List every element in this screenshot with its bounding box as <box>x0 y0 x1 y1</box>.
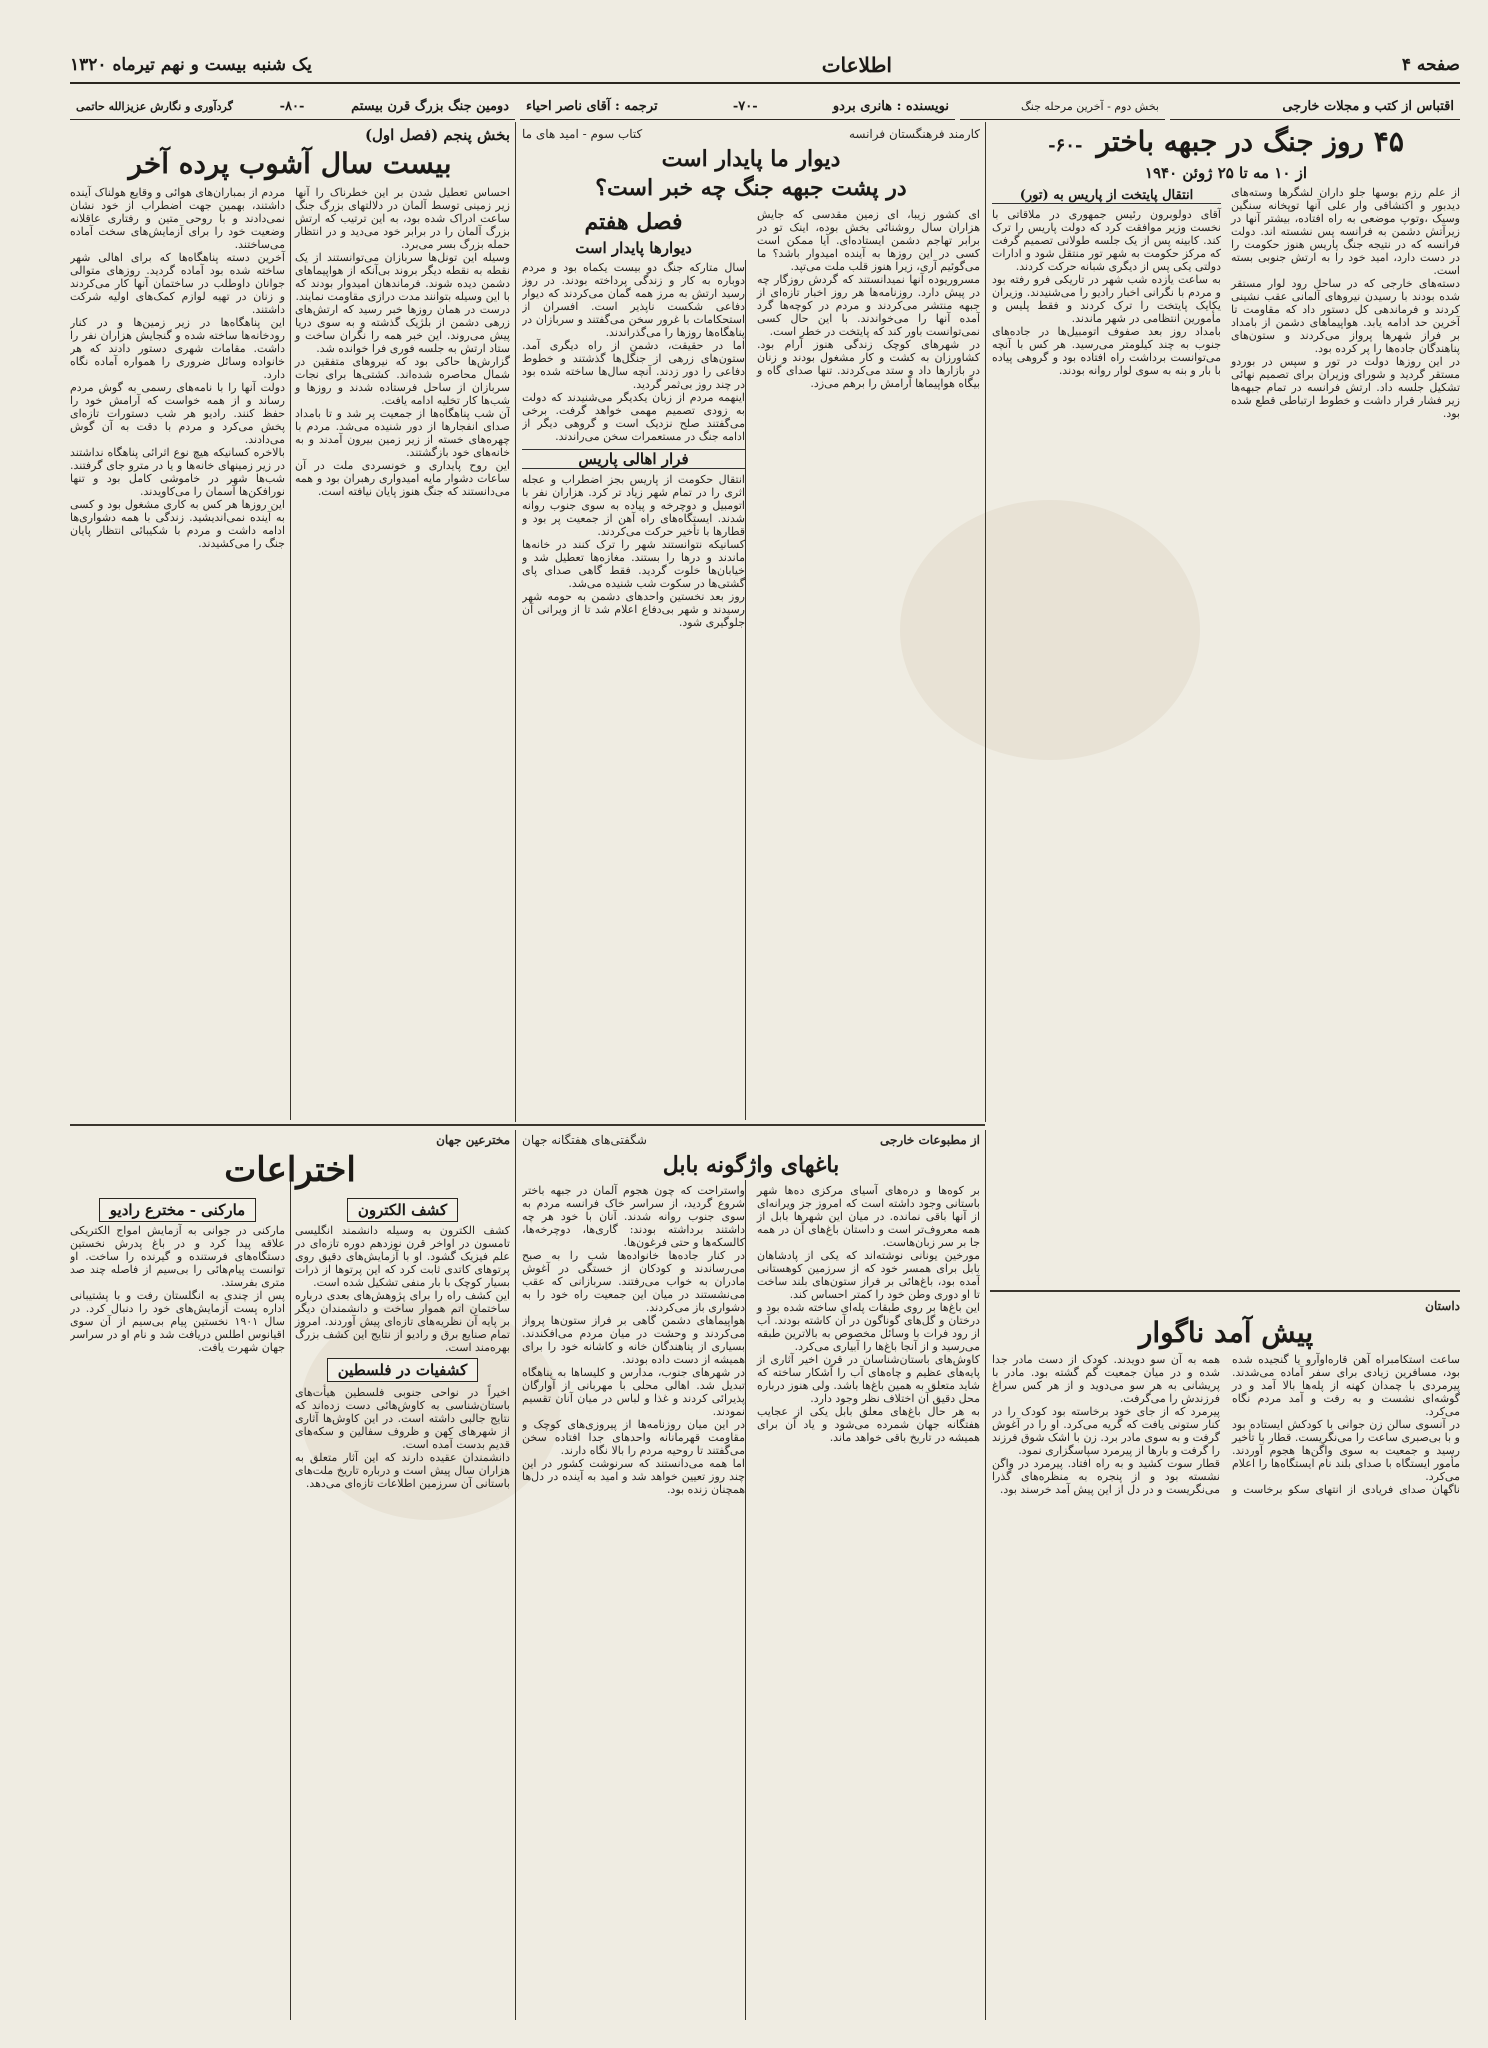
column-rule <box>515 122 516 1122</box>
article-kicker: کتاب سوم - امید های ما <box>522 127 643 141</box>
series-strip-middle <box>520 94 955 120</box>
article-headline: ۴۵ روز جنگ در جبهه باختر <box>1096 125 1404 158</box>
series-serial-title: دومین جنگ بزرگ قرن بیستم <box>351 99 509 114</box>
article-headline: بیست سال آشوب پرده آخر <box>128 147 452 180</box>
series-strip-right <box>1170 94 1460 120</box>
story-section: داستان <box>1425 1299 1460 1313</box>
column-rule <box>985 122 986 1122</box>
article-body: از علم رزم بوسها جلو داران لشگرها وسته‌های دیدبور و اکتشافی وار علی آنها توپخانه سنگین وسیک ،وتوپ موضعی به راه افتاده، بیشتر آنها در زیرآتش دشمن به فرانسه پس نشسته اند. دولت فرانسه که در نتیجه جنگ پاریس هنوز حکومت را در دست دارد، امید خود را به ارتش جنوبی بسته است. دسته‌های خارجی که در ساحل رود لوار مستقر شده بودند با رسیدن نیروهای آلمانی عقب نشینی کردند و فرماندهی کل دستور داد که مقاومت تا آخرین حد ادامه یابد. هواپیماهای دشمن از بامداد بر فراز شهرها پرواز می‌کردند و ستون‌های پناهندگان جاده‌ها را پر کرده بود. در این روزها دولت در تور و سپس در بوردو مستقر گردید و شورای وزیران برای تصمیم نهائی تشکیل جلسه داد. ارتش فرانسه در تمام جبهه‌ها زیر فشار قرار داشت و خطوط ارتباطی قطع شده بود. <box>1231 186 1460 421</box>
article-section: بخش پنجم (فصل اول) <box>364 126 510 144</box>
article-walls <box>522 124 980 1119</box>
article-section: انتقال پایتخت از پاریس به (تور) <box>992 188 1221 204</box>
subsection-body: کشف الکترون به وسیله دانشمند انگلیسی تامسون در اواخر قرن نوزدهم دوره تازه‌ای در علم فیزیک گشود. او با آزمایش‌های دقیق روی پرتوهای کاتدی ثابت کرد که این پرتوها از ذرات بسیار کوچک با بار منفی تشکیل شده است. این کشف راه را برای پژوهش‌های بعدی درباره ساختمان اتم هموار ساخت و دانشمندان دیگر بر پایه آن نظریه‌های تازه‌ای پیش آوردند. امروز تمام صنایع برق و رادیو از نتایج این کشف بزرگ بهره‌مند است. <box>295 1224 510 1355</box>
series-compiler: گردآوری و نگارش عزیزالله حاتمی <box>76 100 233 113</box>
article-section-sub: دیوارها پایدار است <box>575 238 692 257</box>
article-kicker: کارمند فرهنگستان فرانسه <box>848 127 980 141</box>
column-rule <box>985 1130 986 2020</box>
article-45-days <box>992 124 1460 1284</box>
masthead <box>70 48 1460 84</box>
article-headline: اختراعات <box>224 1150 356 1190</box>
article-kicker: مخترعین جهان <box>436 1133 510 1147</box>
subsection-title: کشفیات در فلسطین <box>327 1358 478 1382</box>
series-label: اقتباس از کتب و مجلات خارجی <box>1282 99 1454 114</box>
series-part: بخش دوم - آخرین مرحله جنگ <box>1020 100 1159 113</box>
article-serial: -۶۰- <box>1048 135 1083 156</box>
babylon-article <box>522 1130 980 2020</box>
inventions-article <box>70 1130 510 2020</box>
subsection-title: مارکنی - مخترع رادیو <box>99 1198 256 1222</box>
series-translator: ترجمه : آقای ناصر احیاء <box>526 99 658 114</box>
issue-date: یک شنبه بیست و نهم تیرماه ۱۳۲۰ <box>70 55 312 75</box>
section-rule <box>70 1124 985 1126</box>
subsection-title: کشف الکترون <box>347 1198 458 1222</box>
article-body: ای کشور زیبا، ای زمین مقدسی که جایش هزاران سال روشنائی بخش بوده، اینک تو در برابر تهاجم دشمن ایستاده‌ای. آیا ممکن است کسی در این روزها به آینده امیدوار باشد؟ ما می‌گوئیم آری، زیرا هنوز قلب ملت می‌تپد. مسروریوده آنها نمیدانستند که گردش روزگار چه در پیش دارد. روزنامه‌ها هر روز اخبار تازه‌ای از جبهه منتشر می‌کردند و مردم در کوچه‌ها گرد آمده آنها را می‌خواندند. با این حال کسی نمی‌توانست باور کند که پایتخت در خطر است. در شهرهای کوچک زندگی هنوز آرام بود. کشاورزان به کشت و کار مشغول بودند و زنان در بازارها داد و ستد می‌کردند. تنها صدای گاه و بیگاه هواپیماها آرامش را برهم می‌زد. <box>757 207 980 390</box>
article-body: بر کوه‌ها و دره‌های آسیای مرکزی ده‌ها شهر باستانی وجود داشته است که امروز جز ویرانه‌ای از آنها باقی نمانده. در میان این شهرها بابل از همه معروف‌تر است و داستان باغ‌های آن در همه جا بر سر زبان‌هاست. مورخین یونانی نوشته‌اند که یکی از پادشاهان بابل برای همسر خود که از سرزمین کوهستانی آمده بود، باغ‌هائی بر فراز ستون‌های بلند ساخت تا او دوری وطن خود را کمتر احساس کند. این باغ‌ها بر روی طبقات پله‌ای ساخته شده بود و درختان و گل‌های گوناگون در آن کاشته بودند. آب از رود فرات با وسائل مخصوص به بالاترین طبقه می‌رسید و از آنجا باغ‌ها را آبیاری می‌کرد. کاوش‌های باستان‌شناسان در قرن اخیر آثاری از پایه‌های عظیم و چاه‌های آب را آشکار ساخته که شاید متعلق به همین باغ‌ها باشد. ولی هنوز درباره محل دقیق آن اختلاف نظر وجود دارد. به هر حال باغ‌های معلق بابل یکی از عجایب هفتگانه جهان شمرده می‌شود و یاد آن برای همیشه در تاریخ باقی خواهد ماند. <box>757 1184 980 1445</box>
article-section: فرار اهالی پاریس <box>522 449 745 469</box>
series-num: -۷۰- <box>732 99 758 114</box>
article-body: انتقال حکومت از پاریس بجز اضطراب و عجله اثری را در تمام شهر زیاد تر کرد. هزاران نفر با اتومبیل و دوچرخه و پیاده به سوی جنوب روانه شدند. ایستگاه‌های راه آهن از جمعیت پر بود و قطارها با تأخیر حرکت می‌کردند. کسانیکه نتوانستند شهر را ترک کنند در خانه‌ها ماندند و درها را بستند. مغازه‌ها تعطیل شد و خیابان‌ها خلوت گردید. فقط گاهی صدای پای گشتی‌ها در سکوت شب شنیده می‌شد. روز بعد نخستین واحدهای دشمن به حومه شهر رسیدند و شهر بی‌دفاع اعلام شد تا از ویرانی آن جلوگیری شود. <box>522 472 745 629</box>
article-body: مردم از بمباران‌های هوائی و وقایع هولناک آینده داشتند، بهمین جهت اضطراب از خود نشان نمی‌دادند و با روحی متین و رفتاری عاقلانه وضعیت خود را برای آزمایش‌های سخت آماده می‌ساختند. آخرین دسته پناهگاه‌ها که برای اهالی شهر ساخته شده بود آماده گردید. روزهای متوالی جوانان داوطلب در ساختمان آنها کار می‌کردند و زنان در تهیه لوازم کمک‌های اولیه شرکت داشتند. این پناهگاه‌ها در زیر زمین‌ها و در کنار رودخانه‌ها ساخته شده و گنجایش هزاران نفر را داشت. مقامات شهری دستور دادند که هر خانواده وسائل ضروری را همواره آماده نگاه دارد. دولت آنها را با نامه‌های رسمی به گوش مردم رساند و از همه خواست که آرامش خود را حفظ کنند. رادیو هر شب دستورات تازه‌ای پخش می‌کرد و مردم با دقت به آن گوش می‌دادند. بالاخره کسانیکه هیچ نوع اثرائی پناهگاه نداشتند در زیر زمینهای خانه‌ها و یا در مترو جای گرفتند. شب‌ها شهر در خاموشی کامل بود و تنها نورافکن‌ها آسمان را می‌کاویدند. این روزها هر کس به کاری مشغول بود و کسی به آینده نمی‌اندیشید. زندگی با همه دشواری‌ها ادامه داشت و مردم با شکیبائی انتظار پایان جنگ را می‌کشیدند. <box>70 186 285 551</box>
page-number: صفحه ۴ <box>1401 55 1460 75</box>
article-body: واستراحت که چون هجوم آلمان در جبهه باختر شروع گردید، از سراسر خاک فرانسه مردم به سوی جنوب روانه شدند. آنان با خود هر چه داشتند برداشته بودند: گاری‌ها، دوچرخه‌ها، کالسکه‌ها و حتی فرغون‌ها. در کنار جاده‌ها خانواده‌ها شب را به صبح می‌رساندند و کودکان از خستگی در آغوش مادران به خواب می‌رفتند. سربازانی که عقب می‌نشستند در میان این جمعیت راه خود را به دشواری باز می‌کردند. هواپیماهای دشمن گاهی بر فراز ستون‌ها پرواز می‌کردند و وحشت در میان مردم می‌افکندند. بسیاری از پناهندگان خانه و کاشانه خود را برای همیشه از دست داده بودند. در شهرهای جنوب، مدارس و کلیساها به پناهگاه تبدیل شد. اهالی محلی با مهربانی از آوارگان پذیرائی کردند و غذا و لباس در میان آنان تقسیم نمودند. در این میان روزنامه‌ها از پیروزی‌های کوچک و مقاومت قهرمانانه واحدهای جدا افتاده سخن می‌گفتند تا روحیه مردم را بالا نگاه دارند. اما همه می‌دانستند که سرنوشت کشور در این چند روز تعیین خواهد شد و امید به آینده در دل‌ها همچنان زنده بود. <box>522 1184 745 1497</box>
subsection-body: مارکنی در جوانی به آزمایش امواج الکتریکی علاقه پیدا کرد و در باغ پدرش نخستین دستگاه‌های فرستنده و گیرنده را ساخت. او توانست پیام‌هائی را بی‌سیم از فاصله چند صد متری بفرستد. پس از چندی به انگلستان رفت و با پشتیبانی اداره پست آزمایش‌های خود را دنبال کرد. در سال ۱۹۰۱ نخستین پیام بی‌سیم از آن سوی اقیانوس اطلس دریافت شد و نام او در سراسر جهان شهرت یافت. <box>70 1224 285 1355</box>
article-kicker: شگفتی‌های هفتگانه جهان <box>522 1133 647 1147</box>
story-headline: پیش آمد ناگوار <box>1138 1316 1314 1349</box>
article-headline: باغهای واژگونه بابل <box>662 1152 840 1178</box>
story-article <box>992 1296 1460 2020</box>
series-strip-part <box>960 94 1165 120</box>
series-num2: -۸۰- <box>279 99 305 114</box>
series-strip-left <box>70 94 515 120</box>
story-body: ساعت استکامبراه آهن قاره‌اوآرو یا گنجیده شده بود، مسافرین زیادی برای سفر آماده می‌شدند. پیرمردی با چمدان کهنه از پله‌ها بالا آمد و در گوشه‌ای نشست و به رفت و آمد مردم نگاه می‌کرد. در آنسوی سالن زن جوانی با کودکش ایستاده بود و با بی‌صبری ساعت را می‌نگریست. قطار با تأخیر رسید و جمعیت به سوی واگن‌ها هجوم آوردند. مأمور ایستگاه با صدای بلند نام ایستگاه‌ها را اعلام می‌کرد. ناگهان صدای فریادی از انتهای سکو برخاست و همه به آن سو دویدند. کودک از دست مادر جدا شده و در میان جمعیت گم گشته بود. مادر با پریشانی به هر سو می‌دوید و از هر کس سراغ فرزندش را می‌گرفت. پیرمرد که از جای خود برخاسته بود کودک را در کنار ستونی یافت که گریه می‌کرد. او را در آغوش گرفت و به سوی مادر برد. زن با اشک شوق فرزند را گرفت و بارها از پیرمرد سپاسگزاری نمود. قطار سوت کشید و به راه افتاد. پیرمرد در واگن نشسته بود و از پنجره به منظره‌های گذرا می‌نگریست و در دل از این پیش آمد خرسند بود. <box>992 1353 1460 1497</box>
article-body: سال متارکه جنگ دو بیست یکماه بود و مردم دوباره به کار و زندگی پرداخته بودند. در روز رسید ارتش به مرز همه گمان می‌کردند که دیوار دفاعی شکست ناپذیر است. افسران از استحکامات با غرور سخن می‌گفتند و سربازان در پناهگاه‌ها روزها را می‌گذراندند. اما در حقیقت، دشمن از راه دیگری آمد. ستون‌های زرهی از جنگل‌ها گذشتند و خطوط دفاعی را دور زدند. آنچه سال‌ها ساخته شده بود در چند روز بی‌ثمر گردید. اینهمه مردم از زبان یکدیگر می‌شنیدند که دولت به زودی تصمیم مهمی خواهد گرفت. برخی می‌گفتند صلح نزدیک است و گروهی دیگر از ادامه جنگ در مستعمرات سخن می‌راندند. <box>522 260 745 443</box>
series-author: نویسنده : هانری بردو <box>832 99 949 114</box>
section-rule <box>990 1290 1460 1292</box>
article-body: احساس تعطیل شدن بر این خطرناک را آنها زیر زمینی توسط آلمان در دلالتهای بزرگ جنگ ساعت ادراک شده بود، به این ترتیب که ارتش بزرگ آلمان را در برابر خود می‌دید و در انتظار حمله بزرگ بسر می‌برد. وسیله این تونل‌ها سربازان می‌توانستند از یک نقطه به نقطه دیگر بروند بی‌آنکه از هواپیماهای دشمن دیده شوند. فرماندهان امیدوار بودند که با این وسیله بتوانند مدت درازی مقاومت نمایند. درست در همان روزها خبر رسید که ارتش‌های زرهی دشمن از بلژیک گذشته و به سوی دریا پیش می‌روند. این خبر همه را نگران ساخت و ستاد ارتش به جلسه فوری فرا خوانده شد. گزارش‌ها حاکی بود که نیروهای متفقین در شمال محاصره شده‌اند. کشتی‌ها برای نجات سربازان از ساحل فرستاده شدند و روزها و شب‌ها کار تخلیه ادامه یافت. آن شب پناهگاه‌ها از جمعیت پر شد و تا بامداد صدای انفجارها از دور شنیده می‌شد. مردم با چهره‌های خسته از زیر زمین بیرون آمدند و به خانه‌های خود بازگشتند. این روح پایداری و خونسردی ملت در آن ساعات دشوار مایه امیدواری رهبران بود و همه می‌دانستند که جنگ هنوز پایان نیافته است. <box>295 186 510 499</box>
article-twenty-years <box>70 124 510 1119</box>
article-body: آقای دولوبرون رئیس جمهوری در ملاقاتی با نخست وزیر موافقت کرد که دولت پاریس را ترک کند. کابینه پس از یک جلسه طولانی تصمیم گرفت که مرکز حکومت به شهر تور منتقل شود و ادارات دولتی یکی پس از دیگری شبانه حرکت کردند. به ساعت یازده شب شهر در تاریکی فرو رفته بود و مردم با نگرانی اخبار رادیو را می‌شنیدند. وزیران یکایک پایتخت را ترک کردند و فقط پلیس و مأمورین انتظامی در شهر ماندند. بامداد روز بعد صفوف اتومبیل‌ها در جاده‌های جنوب به چند کیلومتر می‌رسید. هر کس با آنچه می‌توانست برداشت راه افتاده بود و گروهی پیاده با بار و بنه به سوی لوار روانه بودند. <box>992 208 1221 378</box>
article-dates: از ۱۰ مه تا ۲۵ ژوئن ۱۹۴۰ <box>1144 164 1308 183</box>
article-headline: در پشت جبهه جنگ چه خبر است؟ <box>595 175 907 202</box>
article-kicker: از مطبوعات خارجی <box>880 1133 980 1147</box>
article-section: فصل هفتم <box>584 208 683 235</box>
column-rule <box>515 1130 516 2020</box>
article-headline: دیوار ما پایدار است <box>661 146 841 172</box>
subsection-body: اخیراً در نواحی جنوبی فلسطین هیأت‌های باستان‌شناسی به کاوش‌هائی دست زده‌اند که نتایج جالبی داشته است. در این کاوش‌ها آثاری از شهرهای کهن و ظروف سفالین و سکه‌های قدیم بدست آمده است. دانشمندان عقیده دارند که این آثار متعلق به هزاران سال پیش است و درباره تاریخ ملت‌های باستانی آن سرزمین اطلاعات تازه‌ای می‌دهد. <box>295 1386 510 1491</box>
paper-name: اطلاعات <box>821 53 892 77</box>
